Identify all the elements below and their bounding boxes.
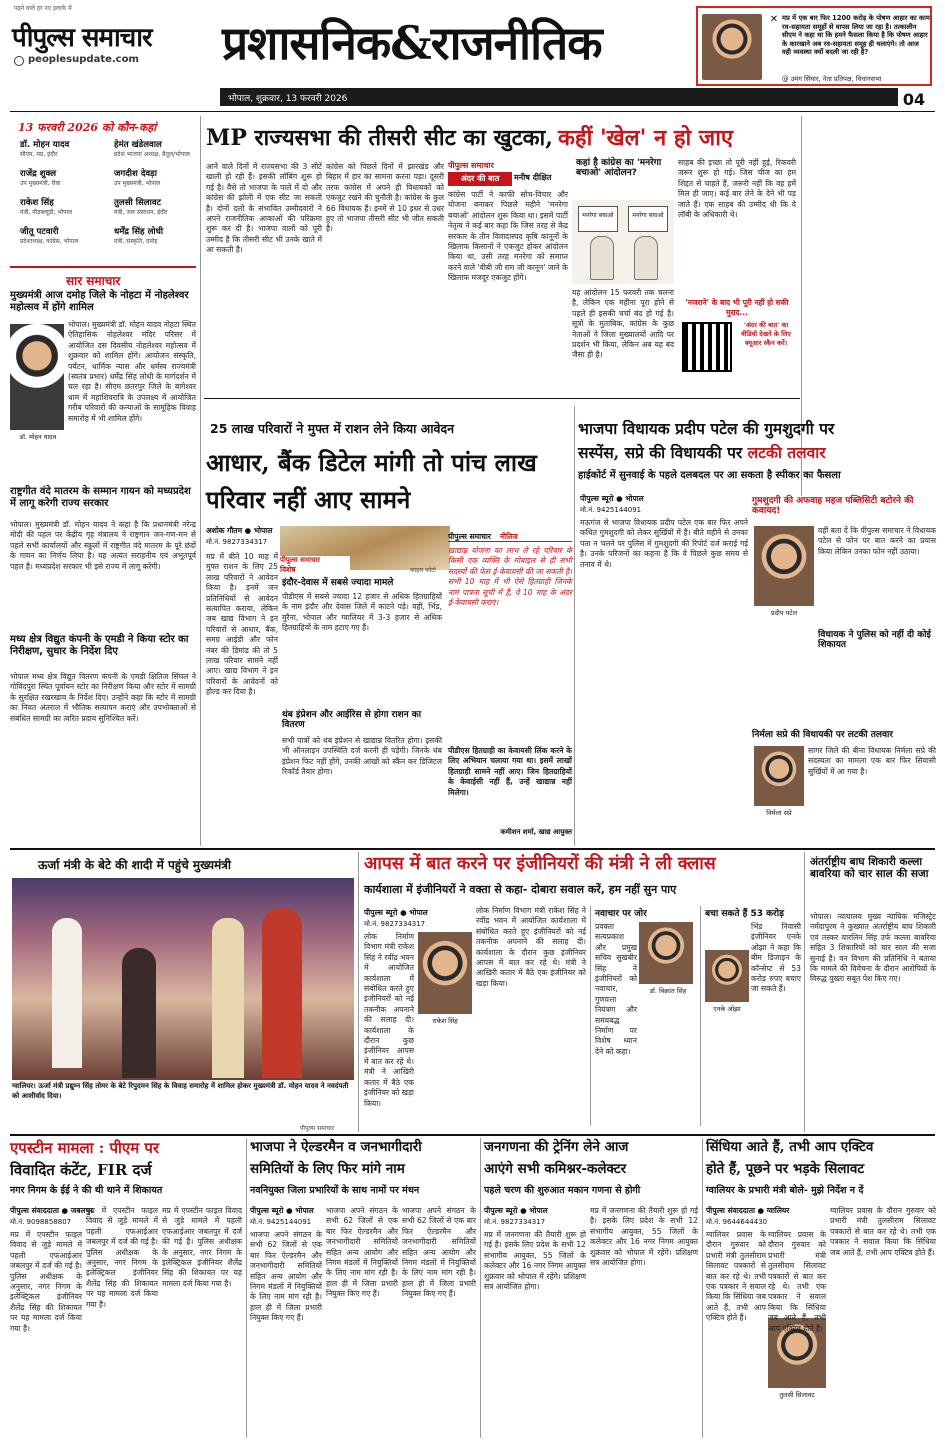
masthead-rule [10, 111, 935, 112]
schedule-role: उप मुख्यमंत्री, भोपाल [114, 180, 161, 187]
quote-author: @ उमंग सिंघार, नेता प्रतिपक्ष, विधानसभा [782, 75, 882, 83]
schedule-name: डॉ. मोहन यादव [20, 140, 70, 150]
bjp-body-3: भाजपा अपने संगठन के सभी 62 जिलों से एक बार फिर ऐल्डरमैन और जनभागीदारी समितियों सहित अन्य आयोग और निगम मंडलों में नियुक्तियों के लिए नाम मांग रही है। हाल ही में जिला प्रभारी नियुक्त किए गए हैं। [402, 1206, 476, 1299]
schedule-item [106, 196, 196, 224]
bjp-sub: नवनियुक्त जिला प्रभारियों के साथ नामों पर मंथन [250, 1185, 420, 1196]
andar-logo: पीपुल्स समाचार [448, 161, 494, 170]
col-divider [246, 1138, 247, 1438]
ration-mob: मो.नं. 9827334317 [206, 538, 268, 546]
col-divider [702, 1138, 703, 1438]
masthead-tagline: पढ़ने वाले हर नए इलाके में [14, 5, 72, 12]
epstein-byline: पीपुल्स संवाददाता ● जबलपुर [10, 1206, 93, 1215]
engineers-caption: राकेश सिंह [432, 1017, 458, 1025]
saar-headline: मध्य क्षेत्र विद्युत कंपनी के एमडी ने किया स्टोर का निरीक्षण, सुधार के निर्देश दिए [10, 634, 189, 657]
schedule-name: राकेश सिंह [20, 198, 54, 208]
neeti-header [448, 524, 572, 542]
schedule-role: मंत्री, पीडब्ल्यूडी, भोपाल [20, 209, 73, 216]
schedule-item [106, 225, 196, 253]
wedding-caption: ग्वालियर। ऊर्जा मंत्री प्रद्युम्न सिंह तोमर के बेटे रिपुदमन सिंह के विवाह समारोह में शामिल होकर मुख्यमंत्री डॉ. मोहन यादव ने नवदंपती को आशीर्वाद दिया। [12, 1082, 349, 1100]
ration-tag: विशेष [280, 565, 296, 574]
engineers-body-2: लोक निर्माण विभाग मंत्री राकेश सिंह ने रवींद्र भवन में आयोजित कार्यशाला में संबोधित करते हुए इंजीनियरों को नई तकनीक अपनाने की सलाह दी। कार्यशाला के दौरान कुछ इंजीनियर आपस में बात कर रहे थे। मंत्री ने आखिरी कतार में बैठे एक इंजीनियर को खड़ा किया। [476, 906, 586, 988]
qr-code [682, 322, 732, 372]
schedule-name: तुलसी सिलावट [114, 198, 161, 208]
section-rule [10, 1134, 935, 1136]
patel-headline-2 [578, 444, 936, 468]
scindia-caption: तुलसी सिलावट [779, 1391, 815, 1399]
andar-question: कहां है कांग्रेस का 'मनरेगा बचाओ' आंदोलन? [576, 158, 662, 179]
patel-body: मऊगंज से भाजपा विधायक प्रदीप पटेल एक बार फिर अपने कथित गुमशुदगी को लेकर सुर्खियों में हैं। बीते महीने से उनका पता न चलने पर पुलिस में गुमशुदगी की रिपोर्ट दर्ज कराई गई है। उनके परिजनों का कहना है कि वे पिछले कुछ समय से तनाव में थे। [580, 518, 748, 569]
saar-body: भोपाल मध्य क्षेत्र विद्युत वितरण कंपनी के एमडी क्षितिज सिंघल ने गोविंदपुरा स्थित पूर्वायन स्टोर का निरीक्षण किया और स्टोर में सामग्री के सुरक्षित रखरखाव के निर्देश दिए। उन्होंने कहा कि स्टोर में सामग्री का नियत अंतराल में भौतिक सत्यापन कराएं और उपभोक्ताओं से संबंधित सामग्री का त्वरित प्रदाय सुनिश्चित करें। [10, 672, 196, 723]
page-number: 04 [898, 88, 930, 112]
patel-head-black: सस्पेंस, सप्रे की विधायकी पर [578, 443, 743, 462]
census-byline: पीपुल्स ब्यूरो ● भोपाल [484, 1206, 548, 1215]
lead-head-red: कहीं 'खेल' न हो जाए [558, 125, 734, 151]
patel-photo-caption: प्रदीप पटेल [771, 609, 797, 617]
masthead [0, 0, 945, 112]
schedule-name: धर्मेंद्र सिंह लोधी [114, 227, 164, 237]
box1-caption: डॉ. विक्रांत सिंह [649, 987, 687, 995]
census-body: मप्र में जनगणना की तैयारी शुरू हो गई है। इसके लिए प्रदेश के सभी 12 संभागीय आयुक्त, 55 जिलों के कलेक्टर और 16 नगर निगम आयुक्त शुक्रवार को भोपाल में रहेंगे। प्रशिक्षण सत्र आयोजित होगा। [484, 1230, 586, 1292]
wedding-figure [212, 918, 244, 1078]
schedule-role: प्रदेश भाजपा अध्यक्ष, बैतूल/भोपाल [114, 151, 190, 158]
scindia-body: ग्वालियर प्रवास के दौरान गुरुवार को प्रभारी मंत्री तुलसीराम सिलावट पत्रकारों से बात कर रहे थे। तभी एक पत्रकार ने सवाल किया कि सिंधिया जब आते हैं, तभी आप एक्टिव होते हैं। [706, 1230, 766, 1323]
schedule-name: जगदीश देवड़ा [114, 169, 158, 179]
schedule-name: हेमंत खंडेलवाल [114, 140, 162, 150]
patel-box-body: वहीं बता दें कि पीपुल्स समाचार ने विधायक पटेल से फोन पर बात करने का प्रयास किया लेकिन उनका फोन नहीं उठाया। [818, 526, 936, 556]
nirmala-box [752, 730, 936, 846]
cartoon-figure [634, 236, 658, 280]
quote-text: मप्र में एक बार फिर 1200 करोड़ के पोषण आहार का काम रव-सहायता समूहों से वापस लिया जा रहा है। तत्कालीन सीएम ने कहा था कि हमने फैसला किया है कि पोषण आहार के कारखाने अब रव-सहायता समूह ही चलाएंगे। तो आज वही व्यवस्था क्यों बदली जा रही है? [782, 14, 930, 56]
patel-box-head: गुमशुदगी की अफवाह महज पब्लिसिटी बटोरने की कवायद! [752, 496, 914, 517]
cartoon-sign: मनरेगा बचाओ [578, 206, 618, 232]
schedule-box [10, 116, 196, 256]
wedding-figure [262, 908, 302, 1078]
bjp-headline-2: समितियों के लिए फिर मांगे नाम [250, 1161, 405, 1177]
col-divider [574, 406, 575, 846]
andar-cartoon [572, 200, 674, 284]
census-mob: मो.नं. 9827334317 [484, 1218, 546, 1226]
box1-head: नवाचार पर जोर [595, 909, 647, 919]
schedule-item [12, 138, 102, 166]
andar-tag-label: अंदर की बात [460, 174, 500, 183]
patel-box-sub: विधायक ने पुलिस को नहीं दी कोई शिकायत [818, 630, 931, 651]
patel-head-red: लटकी तलवार [747, 443, 826, 462]
quote-photo [702, 14, 762, 80]
scindia-headline-1: सिंधिया आते हैं, तभी आप एक्टिव [706, 1139, 874, 1155]
schedule-item [12, 196, 102, 224]
ration-tag-box [280, 556, 350, 574]
lead-head-black: MP राज्यसभा की तीसरी सीट का खुटका, [206, 125, 553, 151]
tiger-headline: अंतर्राष्ट्रीय बाघ शिकारी कल्ला बावरिया को चार साल की सजा [810, 856, 929, 881]
patel-byline: पीपुल्स ब्यूरो ● भोपाल [580, 494, 644, 503]
scindia-sub: ग्वालियर के प्रभारी मंत्री बोले- मुझे निर्देश न दें [706, 1185, 864, 1196]
andar-author: मनीष दीक्षित [514, 173, 552, 182]
census-body-2: मप्र में जनगणना की तैयारी शुरू हो गई है। इसके लिए प्रदेश के सभी 12 संभागीय आयुक्त, 55 जिलों के कलेक्टर और 16 नगर निगम आयुक्त शुक्रवार को भोपाल में रहेंगे। प्रशिक्षण सत्र आयोजित होगा। [590, 1206, 698, 1268]
saar-headline: राष्ट्रगीत वंदे मातरम के सम्मान गायन को मध्यप्रदेश में लागू करेगी राज्य सरकार [10, 486, 191, 509]
col-divider [480, 1138, 481, 1438]
epstein-head: एपस्टीन मामला : पीएम पर [10, 1139, 160, 1157]
engineers-photo [418, 932, 472, 1014]
section-title: प्रशासनिक&राजनीतिक [222, 16, 602, 70]
masthead-url: peoplesupdate.com [28, 54, 139, 65]
schedule-item [106, 167, 196, 195]
cartoon-sign: मनरेगा बचाओ [628, 206, 668, 232]
nirmala-head: निर्मला सप्रे की विधायकी पर लटकी तलवार [752, 730, 893, 740]
andar-body: कांग्रेस पार्टी ने काफी सोच-विचार और योजना बनाकर पिछले महीने 'मनरेगा बचाओ' आंदोलन शुरू किया था। इसमें पार्टी नेतृत्व ने कई बार कहा कि जिस तरह से केंद्र सरकार के तीन विवादास्पद कृषि कानूनों के खिलाफ किसानों ने एकजुट होकर आंदोलन किया था, उसी तरह मनरेगा को समाप्त करने वाले 'वीबी जी राम जी कानून' जाने के खिलाफ मजदूर एकजुट होंगे। [448, 190, 568, 283]
col-divider [200, 116, 201, 846]
cartoon-figure [590, 236, 614, 280]
ration-photo-caption: फाइल फोटो [410, 567, 436, 574]
epstein-headline-2: विवादित कंटेंट, FIR दर्ज [10, 1161, 152, 1179]
saar-item [10, 486, 196, 622]
wedding-photo [12, 878, 354, 1080]
lead-body: आने वाले दिनों में राज्यसभा की 3 सीटें खाली हो रही हैं। इसकी लॉबिंग शुरू हो गई है। वैसे तो भाजपा के पाले में दो और कांग्रेस की झोली में एक सीट जा सकती है। दोनों दलों के संभावित उम्मीदवारों ने अपने राजनीतिक आकाओं की परिक्रमा शुरू कर दी है। भाजपा वालों को पूरी उम्मीद है कि तीसरी सीट भी उनके खाते में आ सकती है। [206, 162, 322, 255]
patel-photo [754, 526, 814, 606]
bjp-byline: पीपुल्स ब्यूरो ● भोपाल [250, 1206, 314, 1215]
epstein-mob: मो.नं. 9098858807 [10, 1218, 72, 1226]
schedule-item [12, 167, 102, 195]
wedding-credit: पीपुल्स समाचार [300, 1125, 335, 1132]
engineers-box-2 [700, 906, 800, 1126]
engineers-box-1 [590, 906, 696, 1126]
ration-sub: इंदौर-देवास में सबसे ज्यादा मामले [282, 578, 394, 588]
saar-item [10, 290, 196, 480]
ration-body: मप्र में बीते 10 माह में मुफ्त राशन के लिए 25 लाख परिवारों ने आवेदन किया है। इनमें जन प्रतिनिधियों से आवेदन सत्यापित कराया, लेकिन जब खाद्य विभाग ने इन परिवारों से आधार, बैंक, समग्र आईडी और फोन नंबर की डिमांड की तो 5 लाख परिवार सामने नहीं आए। खाद्य विभाग ने इन परिवारों के आवेदनों को होल्ड कर दिया है। [206, 552, 278, 697]
ration-kicker: 25 लाख परिवारों ने मुफ्त में राशन लेने किया आवेदन [210, 421, 455, 436]
neeti-box-body: पीडीएस हितग्राही का केवायसी लिंक करने के लिए अभियान चलाया गया था। इसमें लाखों हितग्राही सामने नहीं आए। जिन हितग्राहियों के केवाईसी नहीं हैं, उन्हें खाद्यान्न नहीं मिलेगा। [448, 746, 572, 797]
epstein-headline-1 [10, 1140, 242, 1162]
scindia-body-3: ग्वालियर प्रवास के दौरान गुरुवार को प्रभारी मंत्री तुलसीराम सिलावट पत्रकारों से बात कर रहे थे। तभी एक पत्रकार ने सवाल किया कि सिंधिया जब आते हैं, तभी आप एक्टिव होते हैं। [830, 1206, 936, 1257]
schedule-item [12, 225, 102, 253]
ration-tag-logo: पीपुल्स समाचार [280, 556, 321, 564]
schedule-role: सीएम, मप्र, इंदौर [20, 151, 58, 158]
bjp-mob: मो.नं. 9425144091 [250, 1218, 312, 1226]
schedule-grid [10, 138, 196, 256]
col-divider [804, 852, 805, 1132]
dateline: भोपाल, शुक्रवार, 13 फरवरी 2026 [228, 94, 348, 104]
census-sub: पहले चरण की शुरुआत मकान गणना से होगी [484, 1185, 641, 1196]
engineers-mob: मो.नं. 9827334317 [364, 920, 426, 928]
schedule-item [106, 138, 196, 166]
andar-box [448, 158, 674, 394]
saar-body: भोपाल। मुख्यमंत्री डॉ. मोहन यादव नोहटा स्थित ऐतिहासिक नोहलेश्वर मंदिर परिसर में आयोजित दस दिवसीय नोहलेश्वर महोत्सव में शुक्रवार को शामिल होंगे। आयोजन संस्कृति, पर्यटन, धार्मिक न्यास और धर्मस्व राज्यमंत्री (स्वतंत्र प्रभार) धर्मेंद्र सिंह लोधी के मार्गदर्शन में चल रहा है। सीएम छतरपुर जिले के बागेश्वर धाम में महाशिवरात्रि के उपलक्ष्य में आयोजित गरीब परिवारों की कन्याओं के सामूहिक विवाह समारोह में भी शामिल होंगे। [68, 320, 196, 423]
section-rule [10, 848, 935, 850]
schedule-name: जीतू पटवारी [20, 227, 59, 237]
saar-body: भोपाल। मुख्यमंत्री डॉ. मोहन यादव ने कहा है कि प्रधानमंत्री नरेन्द्र मोदी की पहल पर केंद्रीय गृह मंत्रालय ने राष्ट्रगान जन-गण-मन से पहले सभी कार्यालयों और स्कूलों में राष्ट्रगीत वंदे मातरम के पूरे छंदों के गायन का निर्णय लिया है। यह अत्यंत सराहनीय एवं अभूतपूर्व पहल है। मध्यप्रदेश सरकार भी इसे राज्य में लागू करेगी। [10, 520, 196, 571]
epstein-story [10, 1138, 242, 1438]
globe-icon [14, 56, 24, 66]
schedule-role: मंत्री, जल संसाधन, इंदौर [114, 209, 168, 216]
x-icon: ✕ [769, 14, 779, 25]
engineers-sub: कार्यशाला में इंजीनियरों ने वक्ता से कहा- दोबारा सवाल करें, हम नहीं सुन पाए [364, 883, 677, 896]
saar-caption: डॉ. मोहन यादव [19, 433, 57, 441]
col-divider [358, 852, 359, 1132]
tiger-body: भोपाल। न्यायालय मुख्य न्यायिक मजिस्ट्रेट नर्मदापुरम ने कुख्यात अंतर्राष्ट्रीय बाघ शिकारी एवं तस्कर यारलिन सिंह उर्फ कल्ला बावरिया सहित 3 शिकारियों को चार साल की सजा सुनाई है। वन विभाग की प्रतिनिधि ने बताया कि मामले की विवेचना के दौरान आरोपियों के विरुद्ध पुख्ता सबूत पेश किए गए। [810, 912, 936, 984]
patel-sub: हाईकोर्ट में सुनवाई के पहले दलबदल पर आ सकता है स्पीकर का फैसला [578, 470, 841, 481]
neeti-body: खाद्यान्न योजना का लाभ ले रहे परिवार के किसी एक व्यक्ति के मोबाइल से ही सभी सदस्यों की फेस ई-केवायसी की जा सकती है। सभी 10 माह में भी ऐसे हितग्राही जिनके नाम पात्रता सूची में हैं, वे 10 माह के अंदर ई-केवायसी कराएं। [448, 546, 572, 608]
lead-quote: 'नजराने' के बाद भी पूरी नहीं हो सकी मुराद... [678, 296, 796, 320]
scindia-mob: मो.नं. 9644644430 [706, 1218, 768, 1226]
schedule-name: राजेंद्र शुक्ल [20, 169, 57, 179]
engineers-byline: पीपुल्स ब्यूरो ● भोपाल [364, 908, 428, 917]
saar-item [10, 634, 196, 844]
nirmala-body: सागर जिले की बीना विधायक निर्मला सप्रे की सदस्यता का मामला एक बार फिर सियासी सुर्खियों में आ गया है। [808, 746, 936, 776]
schedule-role: मंत्री, संस्कृति, दमोह [114, 238, 158, 245]
census-headline-2: आएंगे सभी कमिश्नर-कलेक्टर [484, 1161, 627, 1177]
epstein-body-2: मप्र में एपस्टीन फाइल विवाद से जुड़े मामले में पहली एफआईआर जबलपुर में दर्ज की गई है। पुलिस अधीक्षक के अनुसार, नगर निगम के इलेक्ट्रिकल इंजीनियर शैलेंद्र सिंह की शिकायत पर यह मामला दर्ज किया गया है। [86, 1206, 158, 1309]
masthead-logo: पीपुल्स समाचार [12, 23, 152, 53]
ration-headline: आधार, बैंक डिटेल मांगी तो पांच लाख परिवार नहीं आए सामने [206, 448, 537, 514]
wedding-figure [52, 918, 82, 1068]
scindia-body-2: ग्वालियर प्रवास के दौरान गुरुवार को प्रभारी मंत्री तुलसीराम सिलावट पत्रकारों से बात कर रहे थे। तभी एक पत्रकार ने सवाल किया कि सिंधिया जब आते हैं, तभी आप एक्टिव होते हैं। [768, 1230, 826, 1333]
saar-headline: मुख्यमंत्री आज दमोह जिले के नोहटा में नोहलेश्वर महोत्सव में होंगे शामिल [10, 290, 189, 313]
bjp-body-2: भाजपा अपने संगठन के सभी 62 जिलों से एक बार फिर ऐल्डरमैन और जनभागीदारी समितियों सहित अन्य आयोग और निगम मंडलों में नियुक्तियों के लिए नाम मांग रही है। हाल ही में जिला प्रभारी नियुक्त किए गए हैं। [326, 1206, 398, 1299]
quote-box [696, 6, 932, 86]
ration-byline: अशोक गौतम ● भोपाल [206, 526, 273, 535]
nirmala-photo [754, 746, 804, 806]
neeti-sign: कमीशन शर्मा, खाद्य आयुक्त [500, 828, 572, 836]
dateline-bar [220, 88, 920, 106]
andar-body-2: यह आंदोलन 15 फरवरी तक चलना है, लेकिन एक महीना पूरा होने से पहले ही इसकी चर्चा बंद हो गई है। सूत्रों के मुताबिक, कांग्रेस के कुछ नेताओं ने जिला मुख्यालयों आदि पर प्रदर्शन भी किया, लेकिन अब यह बंद जैसा ही है। [572, 288, 674, 360]
patel-headline-1: भाजपा विधायक प्रदीप पटेल की गुमशुदगी पर [578, 419, 835, 438]
census-story [484, 1138, 700, 1438]
schedule-title: 13 फरवरी 2026 को कौन-कहां [18, 121, 157, 134]
box2-body: भिंड निवासी इंजीनियर एनके ओझा ने कहा कि बीम डिजाइन के कॉन्सेप्ट से 53 करोड़ रुपए बचाए जा सकते हैं। [751, 922, 801, 994]
bjp-headline-1: भाजपा ने ऐल्डरमैन व जनभागीदारी [250, 1139, 422, 1155]
schedule-role: उप मुख्यमंत्री, रीवा [20, 180, 61, 187]
epstein-body: मप्र में एपस्टीन फाइल विवाद से जुड़े मामले में पहली एफआईआर जबलपुर में दर्ज की गई है। पुलिस अधीक्षक के अनुसार, नगर निगम के इलेक्ट्रिकल इंजीनियर शैलेंद्र सिंह की शिकायत पर यह मामला दर्ज किया गया है। [10, 1230, 82, 1333]
engineers-body: लोक निर्माण विभाग मंत्री राकेश सिंह ने रवींद्र भवन में आयोजित कार्यशाला में संबोधित करते हुए इंजीनियरों को नई तकनीक अपनाने की सलाह दी। कार्यशाला के दौरान कुछ इंजीनियर आपस में बात कर रहे थे। मंत्री ने आखिरी कतार में बैठे एक इंजीनियर को खड़ा किया। [364, 932, 414, 1108]
budget-headline [808, 118, 936, 184]
scindia-story [706, 1138, 936, 1438]
nirmala-caption: निर्मला सप्रे [766, 809, 792, 817]
box1-photo [639, 922, 693, 984]
neeti-box [448, 524, 572, 844]
qr-caption: 'अंदर की बात' का वीडियो देखने के लिए क्यूआर स्कैन करें। [741, 321, 791, 347]
section-rule [204, 398, 800, 399]
box2-head: बचा सकते हैं 53 करोड़ [705, 909, 784, 919]
box2-photo [705, 950, 749, 1002]
neeti-logo: पीपुल्स समाचार [448, 532, 491, 541]
box2-caption: एनके ओझा [713, 1005, 741, 1013]
neeti-label: नीतिज [499, 532, 518, 541]
ration-body-3: सभी पात्रों को थंब इंप्रेशन से खाद्यान्न वितरित होगा। इसकी भी ऑनलाइन उपस्थिति दर्ज करनी ही पड़ेगी। जिनके थंब इंप्रेशन फिट नहीं होंगे, उनकी आंखों को स्कैन कर डिजिटल रिकॉर्ड तैयार होगा। [282, 736, 442, 777]
box1-body: प्रवक्ता सत्यप्रकाश और प्रमुख सचिव सुखबीर सिंह ने इंजीनियरों को नवाचार, गुणवत्ता नियंत्रण और समयबद्ध निर्माण पर विशेष ध्यान देने को कहा। [595, 922, 637, 1056]
schedule-role: प्रदेशाध्यक्ष, कांग्रेस, भोपाल [20, 238, 79, 245]
patel-mob: मो.नं. 9425144091 [580, 506, 642, 514]
bjp-body: भाजपा अपने संगठन के सभी 62 जिलों से एक बार फिर ऐल्डरमैन और जनभागीदारी समितियों सहित अन्य आयोग और निगम मंडलों में नियुक्तियों के लिए नाम मांग रही है। हाल ही में जिला प्रभारी नियुक्त किए गए हैं। [250, 1230, 322, 1323]
patel-box [752, 496, 936, 726]
scindia-byline: पीपुल्स संवाददाता ● ग्वालियर [706, 1206, 790, 1215]
scindia-headline-2: होते हैं, पूछने पर भड़के सिलावट [706, 1161, 865, 1177]
lead-body-2: कांग्रेस को पिछले दिनों में झारखंड और बिहार में हार का सामना करना पड़ा। दूसरी तरफ कांग्रेस में अपने ही विधायकों को एकजुट रखने की चुनौती है। कांग्रेस के कुल 66 विधायक हैं। इनमें से 10 इधर से उधर हुए तो भाजपा तीसरी सीट भी जीत सकती है। [326, 162, 444, 234]
ration-sub-2: थंब इंप्रेशन और आईरिस से होगा राशन का वितरण [282, 710, 422, 731]
lead-headline [206, 118, 786, 158]
saar-title: सार समाचार [66, 274, 121, 288]
saar-header [10, 266, 196, 288]
census-headline-1: जनगणना की ट्रेनिंग लेने आज [484, 1139, 629, 1155]
ration-body-2: पीडीएस में सबसे ज्यादा 12 हजार से अधिक हितग्राहियों के नाम इंदौर और देवास जिले में काटने पड़े। वहीं, भिंड, मुरैना, भोपाल और ग्वालियर में 3-3 हजार से अधिक हितग्राहियों के नाम हटाए गए हैं। [282, 592, 442, 633]
epstein-body-3: मप्र में एपस्टीन फाइल विवाद से जुड़े मामले में पहली एफआईआर जबलपुर में दर्ज की गई है। पुलिस अधीक्षक के अनुसार, नगर निगम के इलेक्ट्रिकल इंजीनियर शैलेंद्र सिंह की शिकायत पर यह मामला दर्ज किया गया है। [162, 1206, 242, 1288]
wedding-figure [122, 948, 156, 1078]
wedding-headline: ऊर्जा मंत्री के बेटे की शादी में पहुंचे मुख्यमंत्री [38, 858, 231, 872]
epstein-sub: नगर निगम के ईई ने की थी थाने में शिकायत [10, 1185, 163, 1196]
lead-col2: साहब की इच्छा तो पूरी नहीं हुई, रिकवरी जरूर शुरू हो गई। जिस चीज का हम शिद्दत से चाहते हैं, जरूरी नहीं कि वह हमें मिल ही जाए। कई बार लेने के देने भी पड़ जाते हैं। एक साहब की उम्मीद थी कि वे लॉबी के अधिकारी थे। [678, 158, 796, 220]
bjp-story [250, 1138, 476, 1438]
andar-tag [448, 172, 512, 186]
engineers-headline: आपस में बात करने पर इंजीनियरों की मंत्री ने ली क्लास [364, 854, 716, 874]
